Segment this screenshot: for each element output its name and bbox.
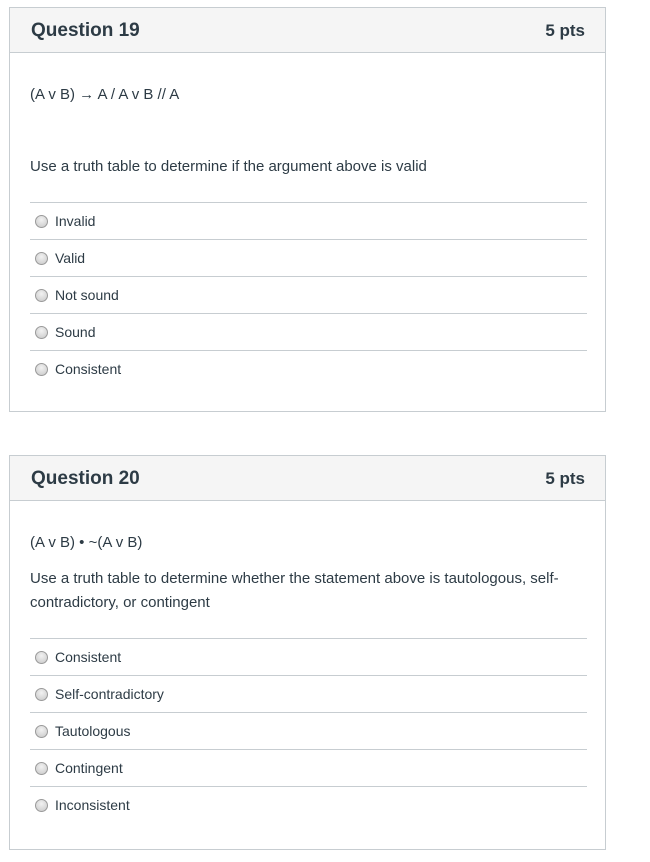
radio-button[interactable] — [35, 326, 48, 339]
answer-label[interactable]: Sound — [55, 324, 96, 340]
question-20-card — [9, 455, 606, 850]
answer-list — [30, 202, 587, 387]
radio-button[interactable] — [35, 688, 48, 701]
radio-button[interactable] — [35, 651, 48, 664]
radio-button[interactable] — [35, 363, 48, 376]
answer-option[interactable] — [30, 786, 587, 823]
question-points: 5 pts — [545, 469, 585, 488]
answer-option[interactable] — [30, 239, 587, 276]
answer-option[interactable] — [30, 350, 587, 387]
answer-option[interactable] — [30, 712, 587, 749]
question-title: Question 20 — [31, 468, 140, 489]
question-header — [10, 456, 605, 501]
radio-button[interactable] — [35, 289, 48, 302]
question-header — [10, 8, 605, 53]
radio-button[interactable] — [35, 725, 48, 738]
question-points: 5 pts — [545, 21, 585, 40]
answer-option[interactable] — [30, 638, 587, 675]
answer-label[interactable]: Contingent — [55, 760, 123, 776]
radio-button[interactable] — [35, 252, 48, 265]
answer-option[interactable] — [30, 276, 587, 313]
question-premise: (A v B) • ~(A v B) — [30, 534, 143, 551]
answer-label[interactable]: Consistent — [55, 361, 122, 377]
answer-option[interactable] — [30, 202, 587, 239]
answer-label[interactable]: Inconsistent — [55, 797, 130, 813]
answer-label[interactable]: Self-contradictory — [55, 686, 164, 702]
question-premise: (A v B) → A / A v B // A — [30, 86, 180, 103]
question-19-card — [9, 7, 606, 412]
answer-list — [30, 638, 587, 823]
answer-option[interactable] — [30, 749, 587, 786]
question-prompt: Use a truth table to determine if the argument above is valid — [30, 158, 427, 175]
answer-option[interactable] — [30, 313, 587, 350]
question-prompt: Use a truth table to determine whether the statement above is tautologous, self-contradictory, or contingent — [30, 570, 559, 611]
answer-label[interactable]: Invalid — [55, 213, 96, 229]
question-title: Question 19 — [31, 20, 140, 41]
answer-label[interactable]: Consistent — [55, 649, 122, 665]
answer-label[interactable]: Tautologous — [55, 723, 131, 739]
answer-label[interactable]: Not sound — [55, 287, 119, 303]
radio-button[interactable] — [35, 799, 48, 812]
radio-button[interactable] — [35, 215, 48, 228]
answer-label[interactable]: Valid — [55, 250, 86, 266]
radio-button[interactable] — [35, 762, 48, 775]
answer-option[interactable] — [30, 675, 587, 712]
